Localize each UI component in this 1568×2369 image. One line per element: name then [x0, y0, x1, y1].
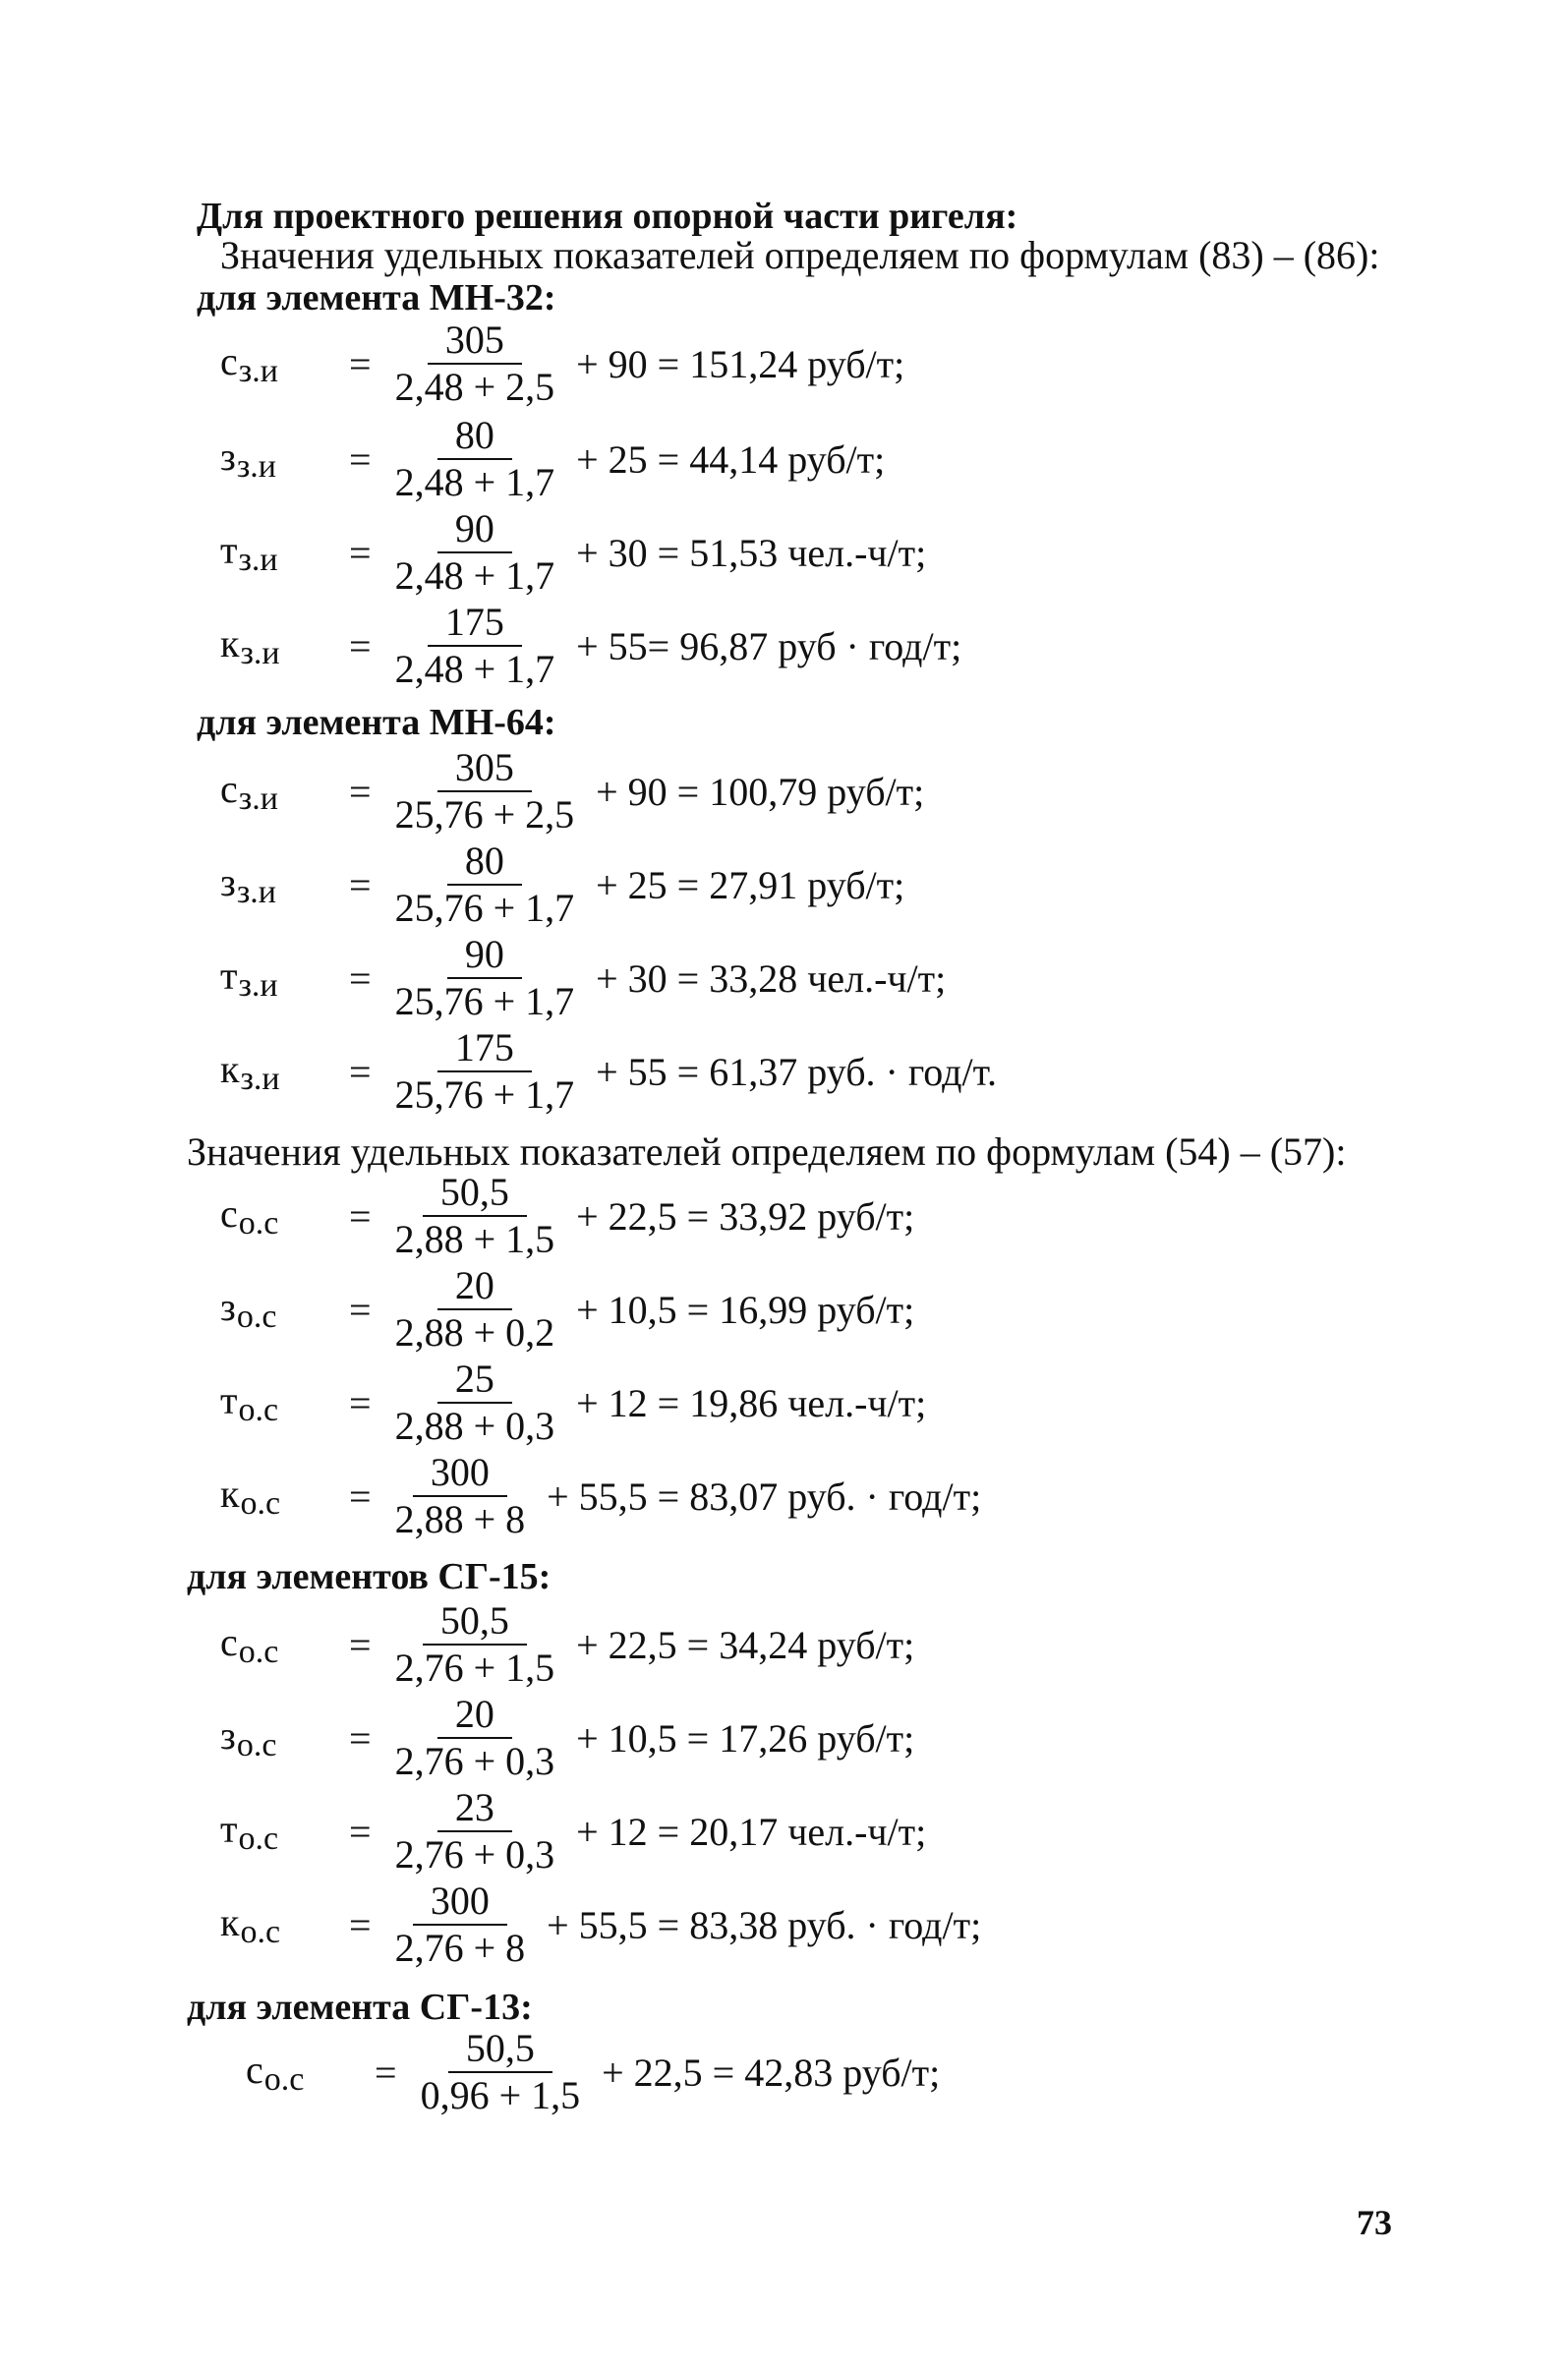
heading-mn64: для элемента МН-64:: [197, 702, 556, 743]
equals-sign: =: [375, 2050, 397, 2095]
fraction-numerator: 50,5: [448, 2028, 552, 2073]
fraction-numerator: 90: [447, 934, 522, 979]
fraction-numerator: 20: [437, 1694, 512, 1739]
fraction-numerator: 300: [413, 1880, 507, 1926]
fraction: [385, 934, 585, 1022]
equals-sign: =: [349, 1287, 372, 1332]
formula-variable: $с_{з.и}$: [220, 338, 278, 389]
formula-variable: $з_{з.и}$: [220, 433, 276, 485]
formula-variable: $з_{о.с}$: [220, 1712, 277, 1763]
fraction-numerator: 305: [437, 747, 532, 792]
formula-row: [220, 319, 904, 408]
fraction: [385, 1027, 585, 1116]
formula-variable: $к_{о.с}$: [220, 1471, 281, 1522]
fraction-numerator: 80: [437, 415, 512, 460]
fraction-numerator: 50,5: [423, 1172, 527, 1217]
fraction-numerator: 50,5: [423, 1600, 527, 1646]
formula-variable: $с_{з.и}$: [220, 766, 278, 817]
equals-sign: =: [349, 530, 372, 575]
formula-variable: $т_{з.и}$: [220, 953, 278, 1004]
equals-sign: =: [349, 436, 372, 482]
formula-result: + 25 = 44,14 руб/т;: [576, 436, 886, 482]
formula-row: [220, 747, 924, 836]
formula-result: + 25 = 27,91 руб/т;: [596, 862, 905, 907]
formula-row: [220, 1358, 926, 1447]
formula-variable: $т_{з.и}$: [220, 527, 278, 578]
fraction: [385, 1452, 536, 1540]
fraction-denominator: 25,76 + 1,7: [394, 1072, 575, 1117]
fraction-numerator: 80: [447, 840, 522, 886]
formula-result: + 55,5 = 83,38 руб. · год/т;: [547, 1902, 982, 1947]
equals-sign: =: [349, 623, 372, 668]
fraction-numerator: 25: [437, 1358, 512, 1404]
fraction-denominator: 2,76 + 1,5: [394, 1646, 555, 1690]
formula-result: + 22,5 = 34,24 руб/т;: [576, 1622, 915, 1667]
fraction: [385, 1265, 565, 1354]
formula-variable: $т_{о.с}$: [220, 1377, 279, 1428]
formula-row: [220, 934, 946, 1022]
formula-row: [220, 1172, 914, 1260]
formula-row: [220, 1694, 914, 1782]
fraction: [385, 1694, 565, 1782]
fraction-denominator: 2,76 + 8: [394, 1926, 526, 1970]
fraction-denominator: 25,76 + 1,7: [394, 886, 575, 930]
formula-row: [220, 415, 885, 503]
equals-sign: =: [349, 1902, 372, 1947]
equals-sign: =: [349, 769, 372, 814]
fraction: [385, 840, 585, 929]
formula-variable: $к_{з.и}$: [220, 620, 280, 671]
fraction: [385, 747, 585, 836]
fraction-denominator: 2,48 + 1,7: [394, 553, 555, 598]
equals-sign: =: [349, 1809, 372, 1854]
formula-row: [246, 2028, 940, 2116]
fraction-denominator: 2,76 + 0,3: [394, 1739, 555, 1783]
fraction-denominator: 2,76 + 0,3: [394, 1832, 555, 1877]
formula-row: [220, 1027, 997, 1116]
fraction-numerator: 305: [428, 319, 522, 365]
formula-result: + 30 = 33,28 чел.-ч/т;: [596, 955, 947, 1001]
formula-row: [220, 1880, 981, 1969]
formula-row: [220, 1600, 914, 1689]
heading-support: Для проектного решения опорной части ригеля:: [197, 196, 1018, 237]
fraction-numerator: 20: [437, 1265, 512, 1310]
fraction-denominator: 25,76 + 1,7: [394, 979, 575, 1023]
fraction-denominator: 2,88 + 8: [394, 1497, 526, 1541]
formula-variable: $т_{о.с}$: [220, 1806, 279, 1857]
formula-row: [220, 1787, 926, 1876]
formula-result: + 55= 96,87 руб · год/т;: [576, 623, 962, 668]
fraction-denominator: 2,88 + 0,3: [394, 1404, 555, 1448]
equals-sign: =: [349, 1049, 372, 1094]
formula-variable: $з_{о.с}$: [220, 1284, 277, 1335]
heading-sg15: для элементов СГ-15:: [187, 1556, 552, 1597]
fraction: [385, 415, 565, 503]
fraction-numerator: 175: [437, 1027, 532, 1072]
formula-variable: $с_{о.с}$: [220, 1619, 279, 1670]
fraction-denominator: 2,48 + 1,7: [394, 647, 555, 691]
formula-result: + 22,5 = 33,92 руб/т;: [576, 1193, 915, 1239]
page-number: 73: [1357, 2203, 1392, 2242]
equals-sign: =: [349, 955, 372, 1001]
heading-sg13: для элемента СГ-13:: [187, 1987, 533, 2028]
formula-variable: $з_{з.и}$: [220, 859, 276, 910]
fraction: [385, 508, 565, 597]
formula-result: + 90 = 100,79 руб/т;: [596, 769, 925, 814]
fraction-denominator: 2,48 + 1,7: [394, 460, 555, 504]
formula-result: + 10,5 = 16,99 руб/т;: [576, 1287, 915, 1332]
formula-result: + 55 = 61,37 руб. · год/т.: [596, 1049, 998, 1094]
fraction: [385, 319, 565, 408]
formula-result: + 10,5 = 17,26 руб/т;: [576, 1715, 915, 1761]
formula-result: + 12 = 20,17 чел.-ч/т;: [576, 1809, 927, 1854]
fraction-denominator: 2,88 + 0,2: [394, 1310, 555, 1355]
formula-row: [220, 840, 904, 929]
equals-sign: =: [349, 1715, 372, 1761]
equals-sign: =: [349, 1473, 372, 1519]
formula-result: + 90 = 151,24 руб/т;: [576, 341, 905, 386]
equals-sign: =: [349, 1380, 372, 1425]
formula-variable: $с_{о.с}$: [220, 1190, 279, 1242]
fraction: [411, 2028, 591, 2116]
fraction-denominator: 25,76 + 2,5: [394, 792, 575, 837]
formula-result: + 55,5 = 83,07 руб. · год/т;: [547, 1473, 982, 1519]
heading-mn32: для элемента МН-32:: [197, 277, 556, 318]
paragraph-formulas-54-57: Значения удельных показателей определяем по формулам (54) – (57):: [187, 1129, 1347, 1174]
formula-row: [220, 1265, 914, 1354]
formula-result: + 30 = 51,53 чел.-ч/т;: [576, 530, 927, 575]
equals-sign: =: [349, 341, 372, 386]
fraction: [385, 602, 565, 690]
fraction-numerator: 300: [413, 1452, 507, 1497]
fraction-numerator: 90: [437, 508, 512, 553]
fraction: [385, 1787, 565, 1876]
formula-row: [220, 508, 926, 597]
formula-result: + 12 = 19,86 чел.-ч/т;: [576, 1380, 927, 1425]
fraction-numerator: 23: [437, 1787, 512, 1832]
fraction: [385, 1172, 565, 1260]
fraction: [385, 1600, 565, 1689]
fraction-numerator: 175: [428, 602, 522, 647]
formula-variable: $с_{о.с}$: [246, 2047, 305, 2098]
formula-variable: $к_{з.и}$: [220, 1046, 280, 1097]
fraction-denominator: 2,48 + 2,5: [394, 365, 555, 409]
equals-sign: =: [349, 1622, 372, 1667]
fraction-denominator: 2,88 + 1,5: [394, 1217, 555, 1261]
equals-sign: =: [349, 1193, 372, 1239]
fraction: [385, 1358, 565, 1447]
formula-result: + 22,5 = 42,83 руб/т;: [602, 2050, 941, 2095]
fraction: [385, 1880, 536, 1969]
fraction-denominator: 0,96 + 1,5: [420, 2073, 581, 2117]
formula-row: [220, 602, 961, 690]
formula-variable: $к_{о.с}$: [220, 1899, 281, 1950]
formula-row: [220, 1452, 981, 1540]
equals-sign: =: [349, 862, 372, 907]
paragraph-formulas-83-86: Значения удельных показателей определяем по формулам (83) – (86):: [220, 233, 1380, 277]
